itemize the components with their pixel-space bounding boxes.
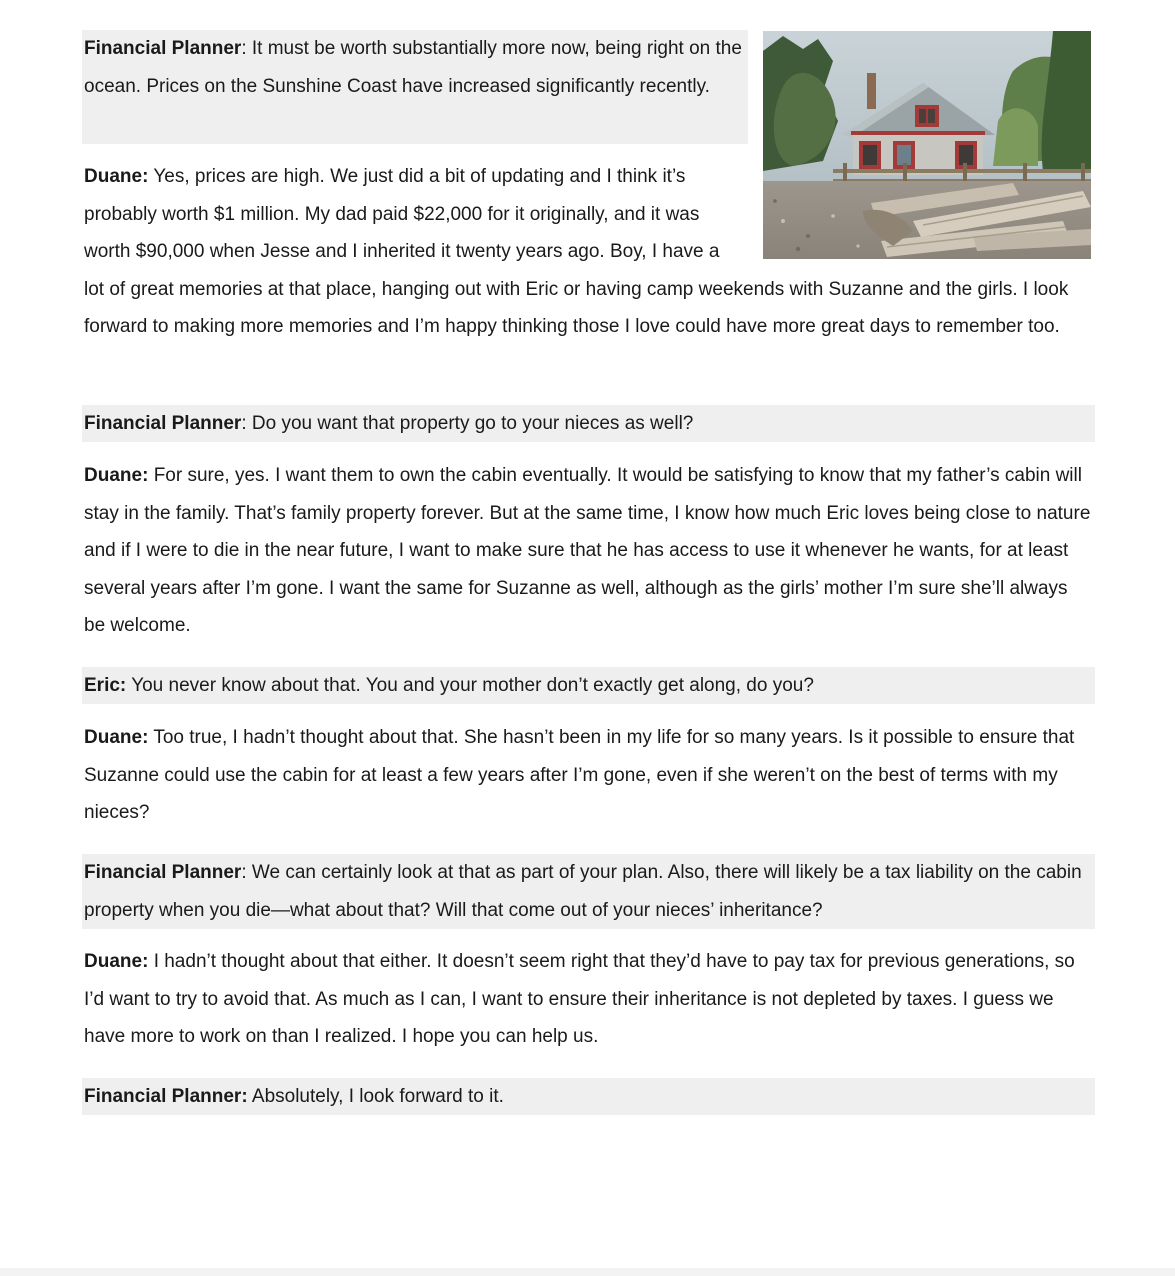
speaker-name: Duane: — [84, 166, 149, 187]
dialogue-paragraph — [82, 30, 748, 144]
speaker-name: Financial Planner — [84, 413, 242, 434]
dialogue-text: It must be worth substantially more now, being right on the ocean. Prices on the Sunshine Coast have increased significantly recently. — [84, 38, 742, 97]
dialogue-paragraph — [82, 1078, 1095, 1115]
dialogue-text: Too true, I hadn’t thought about that. She hasn’t been in my life for so many years. Is it possible to ensure that Suzanne could use the cabin for at least a few years after I’m gone, even if she weren’t on the best of terms with my nieces? — [84, 727, 1075, 824]
speaker-separator: : — [241, 862, 252, 883]
dialogue-text: Yes, prices are high. We just did a bit of updating and I think it’s probably worth $1 million. My dad paid $22,000 for it originally, and it was worth $90,000 when Jesse and I inherited it twenty years ago. Boy, I have a lot of great memories at that place, hanging out with Eric or having camp weekends with Suzanne and the girls. I look forward to making more memories and I’m happy thinking those I love could have more great days to remember too. — [84, 166, 1069, 338]
dialogue-text: We can certainly look at that as part of your plan. Also, there will likely be a tax liability on the cabin property when you die—what about that? Will that come out of your nieces’ inheritance? — [84, 862, 1082, 921]
dialogue-paragraph — [82, 719, 1095, 832]
speaker-name: Financial Planner: — [84, 1086, 248, 1107]
page-bottom-edge — [0, 1268, 1175, 1276]
speaker-name: Eric: — [84, 675, 127, 696]
dialogue-paragraph — [82, 667, 1095, 704]
beach-cabin-illustration — [763, 31, 1091, 259]
dialogue-paragraph — [82, 854, 1095, 929]
speaker-name: Duane: — [84, 465, 149, 486]
dialogue-paragraph — [82, 457, 1095, 645]
dialogue-text: I hadn’t thought about that either. It doesn’t seem right that they’d have to pay tax for previous generations, so I’d want to try to avoid that. As much as I can, I want to ensure their inheritance is not depleted by taxes. I guess we have more to work on than I realized. I hope you can help us. — [84, 951, 1075, 1048]
dialogue-text: For sure, yes. I want them to own the cabin eventually. It would be satisfying to know that my father’s cabin will stay in the family. That’s family property forever. But at the same time, I know how much Eric loves being close to nature and if I were to die in the near future, I want to make sure that he has access to use it whenever he wants, for at least several years after I’m gone. I want the same for Suzanne as well, although as the girls’ mother I’m sure she’ll always be welcome. — [84, 465, 1091, 637]
speaker-name: Duane: — [84, 727, 149, 748]
dialogue-text: Absolutely, I look forward to it. — [251, 1086, 504, 1107]
dialogue-paragraph — [82, 943, 1095, 1056]
speaker-name: Financial Planner — [84, 862, 242, 883]
beach-cabin-photo — [763, 31, 1091, 259]
dialogue-text: You never know about that. You and your mother don’t exactly get along, do you? — [131, 675, 814, 696]
speaker-separator: : — [241, 38, 252, 59]
dialogue-paragraph — [82, 405, 1095, 442]
speaker-separator: : — [241, 413, 252, 434]
dialogue-text: Do you want that property go to your nieces as well? — [251, 413, 694, 434]
speaker-name: Duane: — [84, 951, 149, 972]
speaker-name: Financial Planner — [84, 38, 242, 59]
